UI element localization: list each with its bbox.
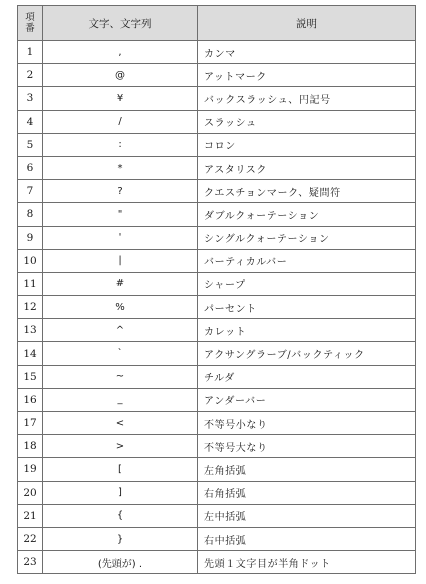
row-number-cell: 17 <box>18 412 43 435</box>
table-row <box>18 110 416 133</box>
description-cell: バックスラッシュ、円記号 <box>198 87 416 110</box>
description-cell: アクサングラーブ/バックティック <box>198 342 416 365</box>
table-row <box>18 87 416 110</box>
description-cell: カレット <box>198 319 416 342</box>
character-cell: @ <box>43 64 198 87</box>
character-cell: ' <box>43 226 198 249</box>
row-number-cell: 19 <box>18 458 43 481</box>
description-cell: 左中括弧 <box>198 504 416 527</box>
character-cell: _ <box>43 388 198 411</box>
description-cell: アスタリスク <box>198 156 416 179</box>
description-cell: パーセント <box>198 296 416 319</box>
table-row <box>18 156 416 179</box>
description-cell: シャープ <box>198 272 416 295</box>
table-body <box>18 41 416 574</box>
character-cell: " <box>43 203 198 226</box>
row-number-cell: 22 <box>18 527 43 550</box>
row-number-cell: 20 <box>18 481 43 504</box>
description-cell: 不等号小なり <box>198 412 416 435</box>
table-row <box>18 296 416 319</box>
character-cell: / <box>43 110 198 133</box>
character-cell: { <box>43 504 198 527</box>
row-number-cell: 14 <box>18 342 43 365</box>
row-number-cell: 6 <box>18 156 43 179</box>
character-cell: ¥ <box>43 87 198 110</box>
table-row <box>18 412 416 435</box>
table-row <box>18 180 416 203</box>
row-number-cell: 9 <box>18 226 43 249</box>
table-row <box>18 504 416 527</box>
character-cell: ~ <box>43 365 198 388</box>
character-cell: } <box>43 527 198 550</box>
table-row <box>18 319 416 342</box>
table-row <box>18 388 416 411</box>
description-cell: アットマーク <box>198 64 416 87</box>
character-cell: # <box>43 272 198 295</box>
description-cell: シングルクォーテーション <box>198 226 416 249</box>
row-number-cell: 10 <box>18 249 43 272</box>
table-header <box>18 6 416 41</box>
description-cell: 先頭１文字目が半角ドット <box>198 551 416 574</box>
row-number-cell: 21 <box>18 504 43 527</box>
row-number-cell: 5 <box>18 133 43 156</box>
description-cell: チルダ <box>198 365 416 388</box>
table-row <box>18 226 416 249</box>
table-row <box>18 481 416 504</box>
column-header-characters: 文字、文字列 <box>43 6 198 41</box>
column-header-description: 説明 <box>198 6 416 41</box>
table-row <box>18 435 416 458</box>
row-number-cell: 12 <box>18 296 43 319</box>
table-row <box>18 133 416 156</box>
character-cell: (先頭が) . <box>43 551 198 574</box>
character-cell: ] <box>43 481 198 504</box>
row-number-cell: 23 <box>18 551 43 574</box>
forbidden-characters-table-container <box>17 5 415 574</box>
description-cell: アンダーバー <box>198 388 416 411</box>
table-row <box>18 203 416 226</box>
table-row <box>18 272 416 295</box>
table-row <box>18 365 416 388</box>
description-cell: 不等号大なり <box>198 435 416 458</box>
table-row <box>18 551 416 574</box>
row-number-cell: 7 <box>18 180 43 203</box>
table-row <box>18 527 416 550</box>
description-cell: 左角括弧 <box>198 458 416 481</box>
description-cell: クエスチョンマーク、疑問符 <box>198 180 416 203</box>
row-number-cell: 1 <box>18 41 43 64</box>
column-header-number <box>18 6 43 41</box>
character-cell: ^ <box>43 319 198 342</box>
row-number-cell: 11 <box>18 272 43 295</box>
description-cell: バーティカルバー <box>198 249 416 272</box>
row-number-cell: 8 <box>18 203 43 226</box>
description-cell: カンマ <box>198 41 416 64</box>
row-number-cell: 13 <box>18 319 43 342</box>
character-cell: * <box>43 156 198 179</box>
character-cell: % <box>43 296 198 319</box>
character-cell: [ <box>43 458 198 481</box>
column-header-number-line2: 番 <box>25 23 35 34</box>
character-cell: ` <box>43 342 198 365</box>
character-cell: , <box>43 41 198 64</box>
character-cell: > <box>43 435 198 458</box>
description-cell: 右角括弧 <box>198 481 416 504</box>
table-row <box>18 249 416 272</box>
table-row <box>18 342 416 365</box>
row-number-cell: 2 <box>18 64 43 87</box>
description-cell: コロン <box>198 133 416 156</box>
description-cell: 右中括弧 <box>198 527 416 550</box>
character-cell: | <box>43 249 198 272</box>
row-number-cell: 18 <box>18 435 43 458</box>
table-row <box>18 41 416 64</box>
table-row <box>18 64 416 87</box>
character-cell: ? <box>43 180 198 203</box>
table-row <box>18 458 416 481</box>
column-header-number-line1: 項 <box>25 12 35 23</box>
character-cell: < <box>43 412 198 435</box>
description-cell: スラッシュ <box>198 110 416 133</box>
row-number-cell: 3 <box>18 87 43 110</box>
table-header-row <box>18 6 416 41</box>
forbidden-characters-table <box>17 5 416 574</box>
row-number-cell: 15 <box>18 365 43 388</box>
row-number-cell: 4 <box>18 110 43 133</box>
row-number-cell: 16 <box>18 388 43 411</box>
description-cell: ダブルクォーテーション <box>198 203 416 226</box>
character-cell: : <box>43 133 198 156</box>
